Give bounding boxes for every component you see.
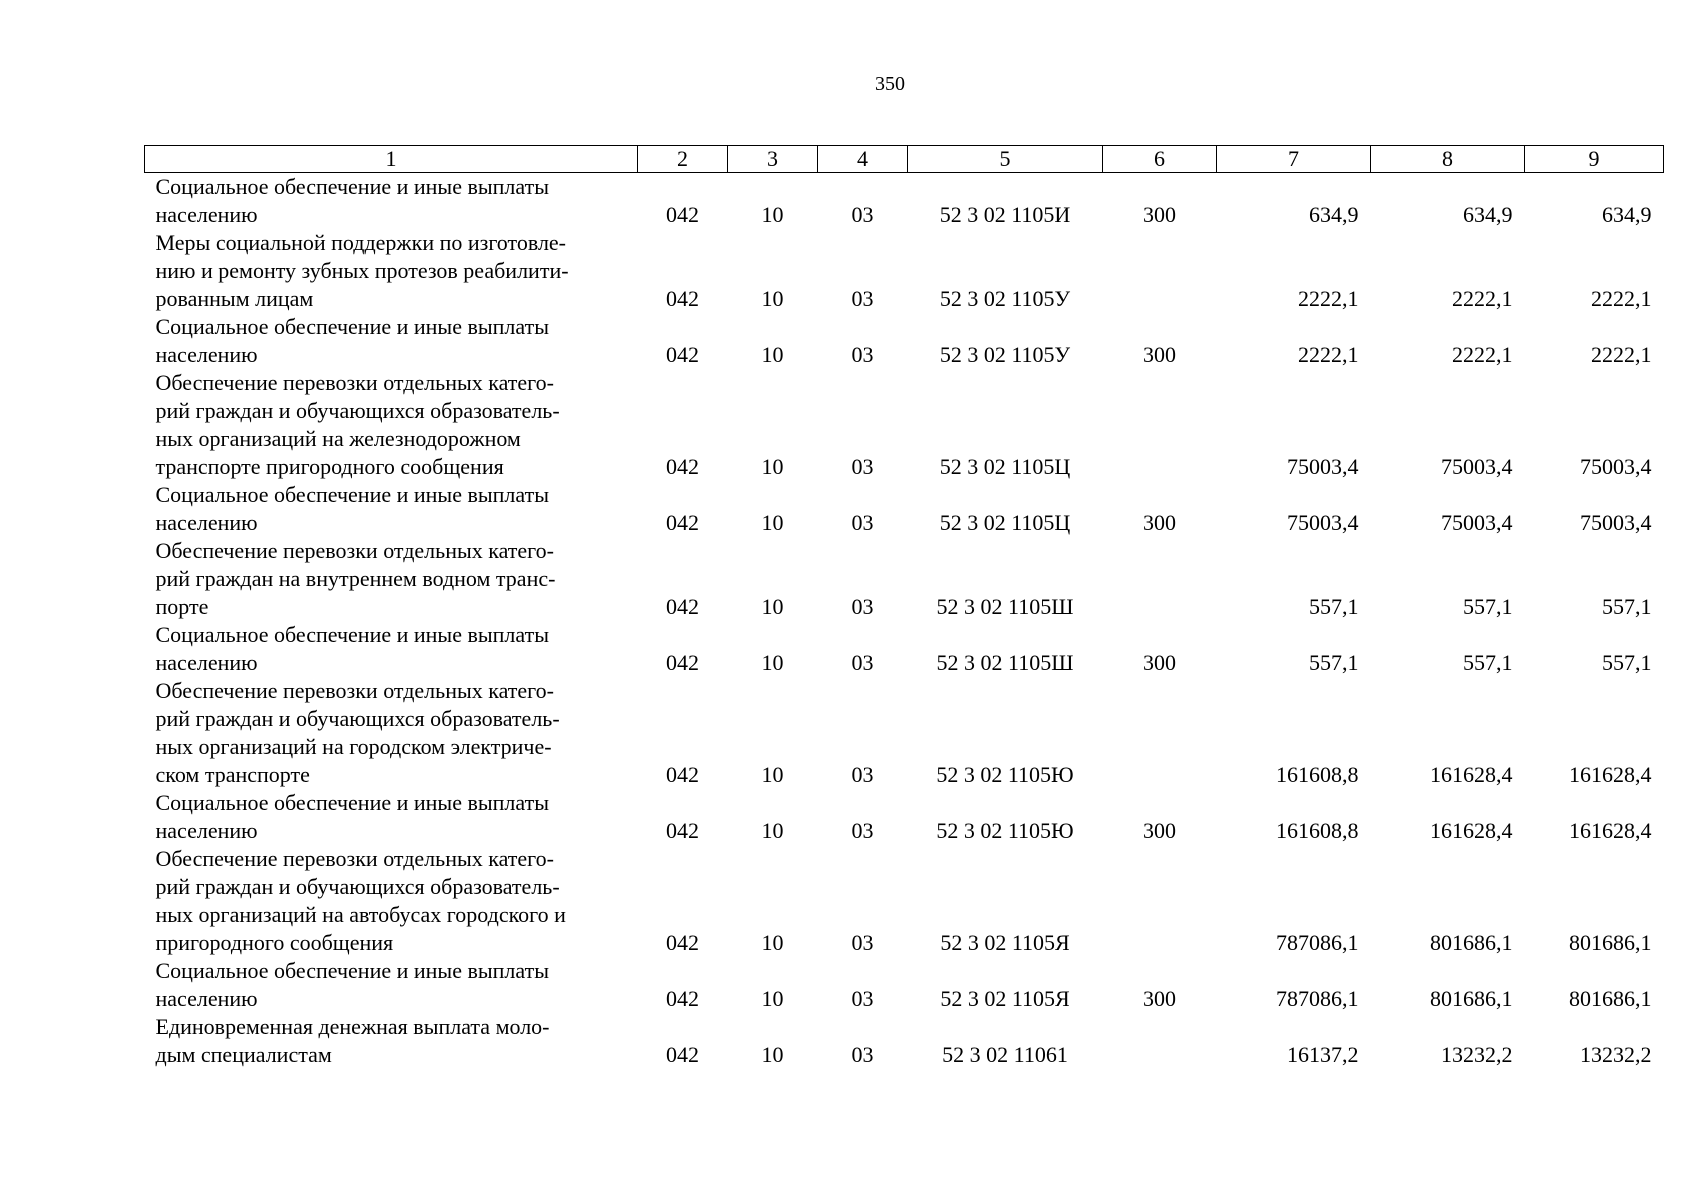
cell-target-article: 52 3 02 1105Ю [936,818,1074,843]
cell-target-article: 52 3 02 1105Ю [936,762,1074,787]
header-cell-3: 3 [728,146,818,173]
header-row [145,146,1664,173]
cell-target-article: 52 3 02 1105Ш [936,650,1074,675]
cell-subsection: 03 [851,986,874,1011]
cell-expense-type: 300 [1143,650,1176,675]
cell-subsection: 03 [851,594,874,619]
description-line: нию и ремонту зубных протезов реабилити- [155,258,569,283]
cell-amount-col9: 161628,4 [1569,818,1652,843]
cell-subsection: 03 [851,762,874,787]
cell-expense-type [1103,1013,1217,1069]
cell-amount-col8: 13232,2 [1441,1042,1513,1067]
cell-amount-col7: 75003,4 [1287,454,1359,479]
header-cell-5: 5 [908,146,1103,173]
cell-subsection: 03 [851,1042,874,1067]
cell-amount-col7: 634,9 [1309,202,1359,227]
cell-subsection: 03 [851,342,874,367]
cell-amount-col7: 787086,1 [1276,986,1359,1011]
cell-description [145,369,638,481]
cell-chapter-code: 042 [666,286,699,311]
cell-expense-type [1103,677,1217,789]
cell-amount-col9: 2222,1 [1591,342,1652,367]
description-line: рий граждан и обучающихся образователь- [155,874,560,899]
cell-description [145,845,638,957]
table-row [145,537,1664,621]
cell-amount-col9: 75003,4 [1580,454,1652,479]
description-line: Социальное обеспечение и иные выплаты [155,174,549,199]
cell-target-article: 52 3 02 1105Ц [939,454,1071,479]
cell-section: 10 [761,818,784,843]
table-row [145,957,1664,1013]
cell-chapter-code: 042 [666,202,699,227]
cell-amount-col7: 161608,8 [1276,818,1359,843]
cell-subsection: 03 [851,650,874,675]
description-line: дым специалистам [155,1042,332,1067]
cell-description [145,1013,638,1069]
description-line: ных организаций на железнодорожном [155,426,521,451]
header-cell-9: 9 [1525,146,1664,173]
cell-expense-type [1103,537,1217,621]
cell-description [145,957,638,1013]
table-row [145,481,1664,537]
description-line: Обеспечение перевозки отдельных катего- [155,846,554,871]
cell-target-article: 52 3 02 1105У [939,286,1071,311]
cell-amount-col8: 75003,4 [1441,510,1513,535]
cell-section: 10 [761,510,784,535]
cell-description [145,173,638,230]
cell-amount-col7: 16137,2 [1287,1042,1359,1067]
cell-subsection: 03 [851,930,874,955]
description-line: населению [155,510,258,535]
table-row [145,229,1664,313]
header-cell-2: 2 [638,146,728,173]
cell-chapter-code: 042 [666,1042,699,1067]
cell-section: 10 [761,1042,784,1067]
cell-section: 10 [761,286,784,311]
cell-amount-col9: 557,1 [1602,650,1652,675]
cell-expense-type [1103,229,1217,313]
cell-amount-col8: 557,1 [1463,594,1513,619]
cell-amount-col8: 557,1 [1463,650,1513,675]
cell-amount-col8: 75003,4 [1441,454,1513,479]
description-line: Единовременная денежная выплата моло- [155,1014,550,1039]
table-row [145,845,1664,957]
cell-amount-col7: 75003,4 [1287,510,1359,535]
description-line: ных организаций на автобусах городского и [155,902,566,927]
cell-target-article: 52 3 02 1105Ц [939,510,1071,535]
cell-amount-col9: 2222,1 [1591,286,1652,311]
cell-amount-col8: 161628,4 [1430,762,1513,787]
cell-section: 10 [761,342,784,367]
cell-chapter-code: 042 [666,342,699,367]
cell-subsection: 03 [851,454,874,479]
cell-amount-col9: 801686,1 [1569,930,1652,955]
table-row [145,789,1664,845]
cell-expense-type: 300 [1143,510,1176,535]
cell-amount-col9: 557,1 [1602,594,1652,619]
cell-amount-col8: 161628,4 [1430,818,1513,843]
description-line: рий граждан и обучающихся образователь- [155,706,560,731]
table-body [145,173,1664,1070]
cell-amount-col7: 2222,1 [1298,286,1359,311]
cell-amount-col7: 557,1 [1309,650,1359,675]
description-line: порте [155,594,209,619]
header-cell-1: 1 [145,146,638,173]
cell-expense-type: 300 [1143,818,1176,843]
table-row [145,1013,1664,1069]
cell-section: 10 [761,454,784,479]
cell-chapter-code: 042 [666,986,699,1011]
description-line: Социальное обеспечение и иные выплаты [155,622,549,647]
cell-subsection: 03 [851,510,874,535]
table-row [145,173,1664,230]
cell-amount-col8: 2222,1 [1452,286,1513,311]
cell-amount-col8: 801686,1 [1430,986,1513,1011]
description-line: транспорте пригородного сообщения [155,454,504,479]
description-line: рий граждан и обучающихся образователь- [155,398,560,423]
cell-target-article: 52 3 02 1105Я [940,986,1070,1011]
cell-amount-col8: 801686,1 [1430,930,1513,955]
cell-amount-col7: 2222,1 [1298,342,1359,367]
description-line: рий граждан на внутреннем водном транс- [155,566,556,591]
cell-section: 10 [761,930,784,955]
description-line: ском транспорте [155,762,310,787]
cell-target-article: 52 3 02 11061 [942,1042,1068,1067]
description-line: Социальное обеспечение и иные выплаты [155,482,549,507]
cell-description [145,481,638,537]
page-number: 350 [875,73,905,95]
cell-amount-col9: 13232,2 [1580,1042,1652,1067]
table-row [145,369,1664,481]
cell-description [145,537,638,621]
cell-description [145,789,638,845]
cell-amount-col9: 801686,1 [1569,986,1652,1011]
cell-expense-type: 300 [1143,986,1176,1011]
cell-chapter-code: 042 [666,454,699,479]
cell-target-article: 52 3 02 1105Ш [936,594,1074,619]
cell-chapter-code: 042 [666,510,699,535]
cell-section: 10 [761,986,784,1011]
table-row [145,677,1664,789]
cell-description [145,677,638,789]
cell-amount-col9: 161628,4 [1569,762,1652,787]
cell-section: 10 [761,650,784,675]
budget-table [144,145,1664,1069]
cell-target-article: 52 3 02 1105Я [940,930,1070,955]
cell-target-article: 52 3 02 1105У [939,342,1071,367]
cell-expense-type [1103,369,1217,481]
description-line: населению [155,342,258,367]
header-cell-7: 7 [1217,146,1371,173]
description-line: Обеспечение перевозки отдельных катего- [155,678,554,703]
cell-chapter-code: 042 [666,650,699,675]
description-line: ных организаций на городском электриче- [155,734,552,759]
cell-chapter-code: 042 [666,818,699,843]
cell-description [145,621,638,677]
cell-amount-col7: 161608,8 [1276,762,1359,787]
table-row [145,313,1664,369]
cell-expense-type: 300 [1143,202,1176,227]
header-cell-8: 8 [1371,146,1525,173]
description-line: пригородного сообщения [155,930,394,955]
cell-expense-type [1103,845,1217,957]
description-line: Социальное обеспечение и иные выплаты [155,958,549,983]
description-line: населению [155,986,258,1011]
cell-amount-col9: 75003,4 [1580,510,1652,535]
cell-subsection: 03 [851,202,874,227]
cell-amount-col8: 634,9 [1463,202,1513,227]
cell-subsection: 03 [851,818,874,843]
cell-amount-col9: 634,9 [1602,202,1652,227]
description-line: Обеспечение перевозки отдельных катего- [155,370,554,395]
cell-target-article: 52 3 02 1105И [939,202,1071,227]
header-cell-4: 4 [818,146,908,173]
cell-amount-col7: 787086,1 [1276,930,1359,955]
header-cell-6: 6 [1103,146,1217,173]
cell-section: 10 [761,594,784,619]
cell-section: 10 [761,202,784,227]
cell-description [145,229,638,313]
description-line: населению [155,650,258,675]
cell-chapter-code: 042 [666,930,699,955]
cell-amount-col7: 557,1 [1309,594,1359,619]
cell-expense-type: 300 [1143,342,1176,367]
cell-chapter-code: 042 [666,594,699,619]
description-line: рованным лицам [155,286,314,311]
table-row [145,621,1664,677]
description-line: Социальное обеспечение и иные выплаты [155,790,549,815]
cell-description [145,313,638,369]
description-line: населению [155,818,258,843]
description-line: Социальное обеспечение и иные выплаты [155,314,549,339]
cell-section: 10 [761,762,784,787]
cell-amount-col8: 2222,1 [1452,342,1513,367]
cell-subsection: 03 [851,286,874,311]
cell-chapter-code: 042 [666,762,699,787]
description-line: Обеспечение перевозки отдельных катего- [155,538,554,563]
description-line: населению [155,202,258,227]
description-line: Меры социальной поддержки по изготовле- [155,230,567,255]
